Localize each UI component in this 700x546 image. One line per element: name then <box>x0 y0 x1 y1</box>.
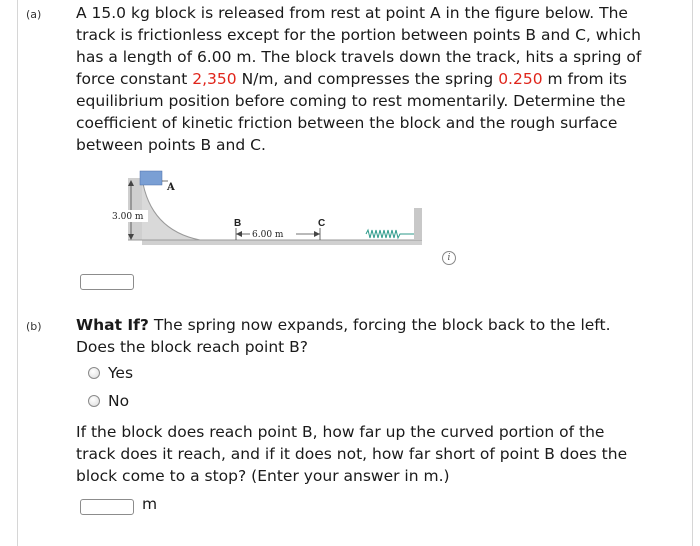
part-a-label: (a) <box>26 8 42 21</box>
question-line: A 15.0 kg block is released from rest at point A in the figure below. The <box>76 4 628 22</box>
length-label: 6.00 m <box>252 230 284 240</box>
point-b-label: B <box>234 218 242 229</box>
info-icon[interactable]: i <box>442 251 456 265</box>
cliff-wall <box>128 178 142 240</box>
unit-label: m <box>142 495 158 513</box>
question-line: coefficient of kinetic friction between the block and the rough surface <box>76 114 618 132</box>
part-b-question <box>76 314 611 358</box>
part-a-question <box>76 2 641 156</box>
point-c-label: C <box>318 218 326 229</box>
radio-yes[interactable] <box>88 367 100 379</box>
part-b-answer-input[interactable] <box>80 499 134 515</box>
option-yes-label: Yes <box>108 364 134 382</box>
height-label: 3.00 m <box>112 212 144 222</box>
question-line: equilibrium position before coming to rest momentarily. Determine the <box>76 92 626 110</box>
part-b-followup <box>76 421 627 487</box>
question-line: track is frictionless except for the portion between points B and C, which <box>76 26 641 44</box>
radio-no[interactable] <box>88 395 100 407</box>
part-a-answer-input[interactable] <box>80 274 134 290</box>
option-yes[interactable] <box>88 363 133 383</box>
point-a-label: A <box>167 182 175 193</box>
question-line: track does it reach, and if it does not, how far short of point B does the <box>76 445 628 463</box>
block <box>140 171 162 185</box>
question-line: has a length of 6.00 m. The block travels down the track, hits a spring of <box>76 48 642 66</box>
compression-value: 0.250 <box>498 70 543 88</box>
right-wall <box>414 208 422 240</box>
question-line: If the block does reach point B, how far up the curved portion of the <box>76 423 605 441</box>
spring <box>366 230 414 238</box>
question-line: between points B and C. <box>76 136 266 154</box>
option-no-label: No <box>108 392 130 410</box>
question-line: block come to a stop? (Enter your answer in m.) <box>76 467 450 485</box>
question-line: Does the block reach point B? <box>76 338 309 356</box>
what-if-heading: What If? <box>76 316 149 334</box>
part-b-label: (b) <box>26 320 42 333</box>
spring-constant-value: 2,350 <box>192 70 237 88</box>
track-figure <box>108 168 438 250</box>
question-line: What If? The spring now expands, forcing the block back to the left. <box>76 316 611 334</box>
ground <box>142 240 422 245</box>
option-no[interactable] <box>88 391 129 411</box>
question-line: force constant 2,350 N/m, and compresses the spring 0.250 m from its <box>76 70 627 88</box>
